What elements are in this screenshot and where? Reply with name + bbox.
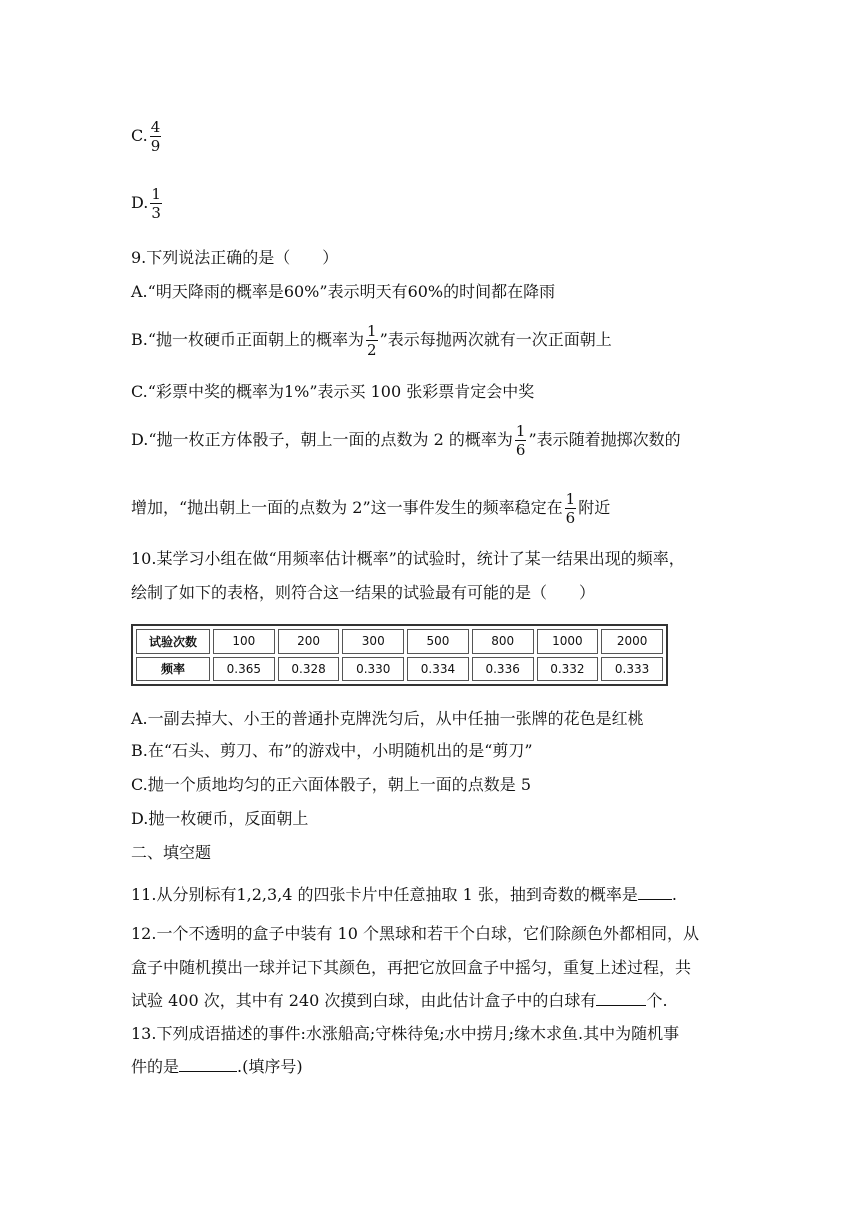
- table-cell: 0.334: [407, 657, 469, 682]
- q12-line2: 盒子中随机摸出一球并记下其颜色，再把它放回盒子中摇匀，重复上述过程，共: [131, 958, 692, 977]
- q10-option-a: A.一副去掉大、小王的普通扑克牌洗匀后，从中任抽一张牌的花色是红桃: [131, 709, 644, 728]
- q9-option-b: B.“抛一枚硬币正面朝上的概率为 $\frac{1}{2}$ ”表示每抛两次就有一次正面朝上: [131, 322, 612, 359]
- q9-option-c: C.“彩票中奖的概率为1%”表示买 100 张彩票肯定会中奖: [131, 382, 535, 401]
- table-cell: 200: [278, 629, 340, 654]
- q10-option-d: D.抛一枚硬币，反面朝上: [131, 809, 309, 828]
- fraction: $\frac{1}{2}$: [367, 322, 377, 359]
- fraction: $\frac{1}{6}$: [515, 422, 526, 459]
- table-row: [136, 657, 663, 682]
- answer-blank: [638, 885, 672, 900]
- section-heading: 二、填空题: [131, 843, 212, 862]
- table-cell: 0.332: [537, 657, 599, 682]
- table-cell: 500: [407, 629, 469, 654]
- table-cell: 100: [213, 629, 275, 654]
- q9-option-d-cont: 增加，“抛出朝上一面的点数为 2”这一事件发生的频率稳定在 $\frac{1}{6}$ 附近: [131, 490, 611, 527]
- table-cell: 300: [342, 629, 404, 654]
- table-cell: 1000: [537, 629, 599, 654]
- q10-stem-line2: 绘制了如下的表格，则符合这一结果的试验最有可能的是（ ）: [131, 583, 596, 602]
- fraction: $\frac{1}{6}$: [565, 490, 576, 527]
- table-row: [136, 629, 663, 654]
- table-cell: 0.333: [601, 657, 663, 682]
- q9-stem: 9.下列说法正确的是（ ）: [131, 248, 339, 267]
- option-c: C. $\frac{4}{9}$: [131, 118, 161, 155]
- row-header-trials: 试验次数: [136, 629, 210, 654]
- q12-line1: 12.一个不透明的盒子中装有 10 个黑球和若干个白球，它们除颜色外都相同，从: [131, 924, 699, 943]
- table-cell: 0.365: [213, 657, 275, 682]
- q13-line1: 13.下列成语描述的事件:水涨船高;守株待兔;水中捞月;缘木求鱼.其中为随机事: [131, 1024, 680, 1043]
- fraction: $\frac{4}{9}$: [150, 118, 161, 155]
- answer-blank: [596, 991, 646, 1006]
- q11: 11.从分别标有1,2,3,4 的四张卡片中任意抽取 1 张，抽到奇数的概率是 .: [131, 885, 677, 904]
- frequency-table: [131, 624, 668, 686]
- answer-blank: [179, 1057, 237, 1072]
- table-cell: 2000: [601, 629, 663, 654]
- q9-option-d: D.“抛一枚正方体骰子，朝上一面的点数为 2 的概率为 $\frac{1}{6}$ ”表示随着抛掷次数的: [131, 422, 681, 459]
- q13-line2: 件的是 .(填序号): [131, 1057, 303, 1076]
- q10-stem-line1: 10.某学习小组在做“用频率估计概率”的试验时，统计了某一结果出现的频率，: [131, 549, 685, 568]
- table-cell: 0.330: [342, 657, 404, 682]
- fraction: $\frac{1}{3}$: [151, 185, 161, 222]
- table-cell: 0.336: [472, 657, 534, 682]
- table-cell: 800: [472, 629, 534, 654]
- q10-option-c: C.抛一个质地均匀的正六面体骰子，朝上一面的点数是 5: [131, 775, 532, 794]
- q9-option-a: A.“明天降雨的概率是60%”表示明天有60%的时间都在降雨: [131, 282, 556, 301]
- q10-option-b: B.在“石头、剪刀、布”的游戏中，小明随机出的是“剪刀”: [131, 741, 533, 760]
- row-header-frequency: 频率: [136, 657, 210, 682]
- q12-line3: 试验 400 次，其中有 240 次摸到白球，由此估计盒子中的白球有 个.: [131, 991, 668, 1010]
- table-cell: 0.328: [278, 657, 340, 682]
- option-d: D. $\frac{1}{3}$: [131, 185, 161, 222]
